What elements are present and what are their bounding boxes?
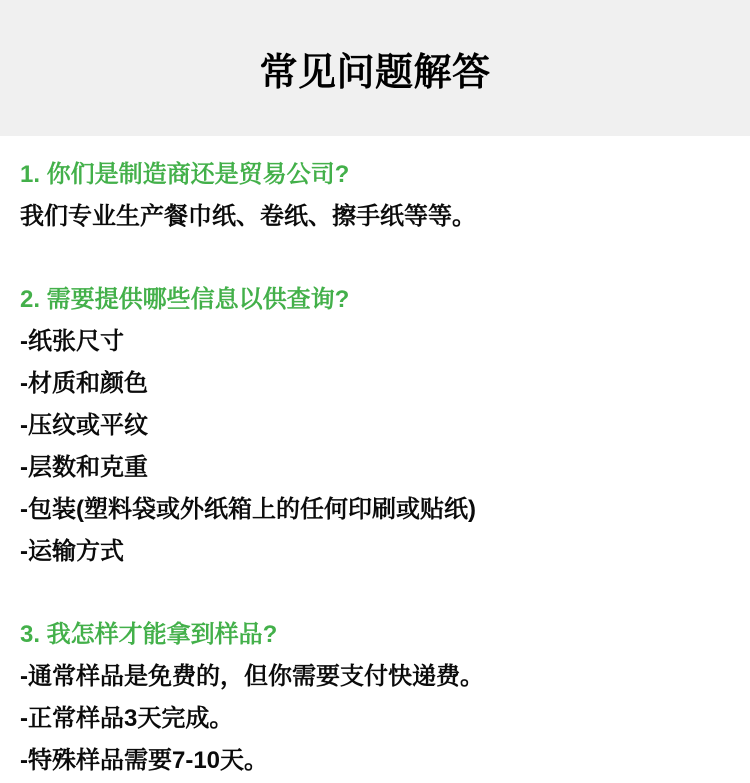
faq-answer: -包装(塑料袋或外纸箱上的任何印刷或贴纸) <box>20 496 476 523</box>
faq-answer: -特殊样品需要7-10天。 <box>20 747 269 774</box>
faq-section-1 <box>20 154 730 238</box>
faq-content <box>0 136 750 782</box>
faq-section-2 <box>20 279 730 573</box>
faq-question-3: 3. 我怎样才能拿到样品? <box>20 621 278 648</box>
faq-section-3 <box>20 614 730 782</box>
faq-answer: 我们专业生产餐巾纸、卷纸、擦手纸等等。 <box>20 203 476 230</box>
faq-answer: -压纹或平纹 <box>20 412 148 439</box>
faq-answer: -通常样品是免费的，但你需要支付快递费。 <box>20 663 484 690</box>
faq-answer: -正常样品3天完成。 <box>20 705 234 732</box>
faq-answer: -材质和颜色 <box>20 370 148 397</box>
faq-question-2: 2. 需要提供哪些信息以供查询? <box>20 286 350 313</box>
page-title: 常见问题解答 <box>259 51 491 94</box>
faq-answer: -纸张尺寸 <box>20 328 124 355</box>
page-header <box>0 0 750 136</box>
faq-answer: -运输方式 <box>20 538 124 565</box>
faq-question-1: 1. 你们是制造商还是贸易公司? <box>20 161 350 188</box>
faq-answer: -层数和克重 <box>20 454 148 481</box>
